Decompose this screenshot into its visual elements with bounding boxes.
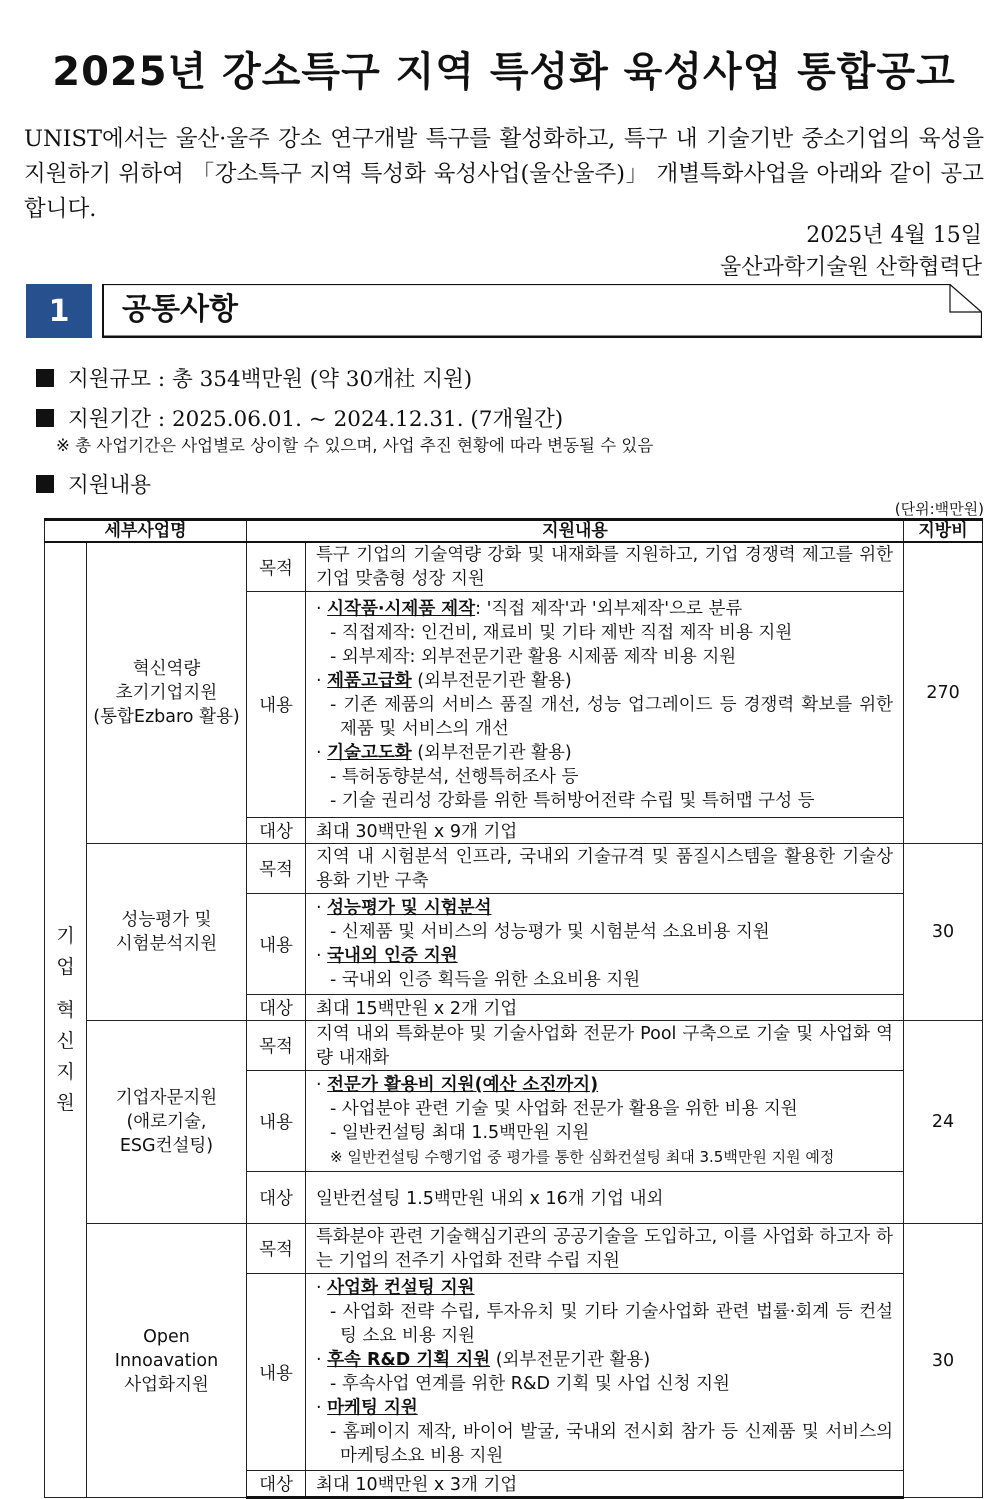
target-label: 대상 — [247, 1471, 306, 1498]
content-label: 내용 — [247, 592, 306, 818]
content-item: · 전문가 활용비 지원(예산 소진까지) — [316, 1075, 599, 1095]
table-header-row — [45, 520, 983, 543]
content-label: 내용 — [247, 1274, 306, 1471]
document-title: 2025년 강소특구 지역 특성화 육성사업 통합공고 — [52, 49, 956, 95]
content-item: · 시작품·시제품 제작: '직접 제작'과 '외부제작'으로 분류 — [316, 598, 743, 619]
content-item: · 제품고급화 (외부전문기관 활용) — [316, 670, 572, 691]
table-row — [45, 542, 983, 592]
purpose-label: 목적 — [247, 1021, 306, 1071]
announcement-date: 2025년 4월 15일 — [806, 223, 982, 248]
target-text: 최대 10백만원 x 3개 기업 — [306, 1471, 904, 1498]
content-subitem: - 기존 제품의 서비스 품질 개선, 성능 업그레이드 등 경쟁력 확보를 위한 제품 및 서비스의 개선 — [330, 694, 894, 739]
bullet-content — [36, 468, 151, 499]
content-item: · 사업화 컨설팅 지원 — [316, 1278, 475, 1298]
purpose-text: 특구 기업의 기술역량 강화 및 내재화를 지원하고, 기업 경쟁력 제고를 위한 기업 맞춤형 성장 지원 — [306, 542, 904, 592]
square-bullet-icon — [36, 475, 54, 493]
program-name-line: Open — [143, 1326, 190, 1347]
program-name-line: Innoavation — [114, 1350, 219, 1371]
content-subitem: - 사업분야 관련 기술 및 사업화 전문가 활용을 위한 비용 지원 — [330, 1099, 798, 1119]
section-title: 공통사항 — [122, 292, 238, 327]
content-subitem: - 사업화 전략 수립, 투자유치 및 기타 기술사업화 관련 법률·회계 등 컨설팅 소요 비용 지원 — [330, 1302, 894, 1346]
content-text — [306, 1274, 904, 1471]
content-item: · 후속 R&D 기획 지원 (외부전문기관 활용) — [316, 1350, 651, 1370]
category-char: 원 — [56, 1092, 75, 1114]
target-text: 최대 30백만원 x 9개 기업 — [306, 818, 904, 844]
content-note: ※ 일반컨설팅 수행기업 중 평가를 통한 심화컨설팅 최대 3.5백만원 지원 예정 — [330, 1148, 835, 1166]
budget-value: 30 — [904, 844, 983, 1021]
content-text — [306, 1071, 904, 1172]
content-label: 내용 — [247, 894, 306, 995]
bullet-text: 지원규모 : 총 354백만원 (약 30개社 지원) — [68, 367, 473, 392]
header-program-name: 세부사업명 — [45, 520, 247, 543]
category-char: 업 — [56, 956, 75, 978]
content-subitem: - 홈페이지 제작, 바이어 발굴, 국내외 전시회 참가 등 신제품 및 서비스의 마케팅소요 비용 지원 — [330, 1422, 894, 1466]
purpose-label: 목적 — [247, 542, 306, 592]
target-label: 대상 — [247, 1172, 306, 1224]
content-item: · 마케팅 지원 — [316, 1398, 418, 1418]
program-name-line: 시험분석지원 — [115, 934, 218, 954]
bullet-text: 지원내용 — [68, 473, 152, 498]
period-note: ※ 총 사업기간은 사업별로 상이할 수 있으며, 사업 추진 현황에 따라 변동될 수 있음 — [56, 436, 654, 455]
program-name-line: (통합Ezbaro 활용) — [93, 707, 240, 727]
target-text: 최대 15백만원 x 2개 기업 — [306, 995, 904, 1021]
category-char: 기 — [56, 925, 75, 947]
category-cell — [45, 542, 87, 1498]
target-text: 일반컨설팅 1.5백만원 내외 x 16개 기업 내외 — [306, 1172, 904, 1224]
category-char: 신 — [56, 1030, 75, 1052]
content-item: · 기술고도화 (외부전문기관 활용) — [316, 742, 572, 763]
bullet-scale — [36, 362, 472, 393]
square-bullet-icon — [36, 369, 54, 387]
intro-paragraph: UNIST에서는 울산·울주 강소 연구개발 특구를 활성화하고, 특구 내 기술기반 중소기업의 육성을 지원하기 위하여 「강소특구 지역 특성화 육성사업(울산울주)」 개별특화사업을 아래와 같이 공고합니다. — [24, 126, 984, 222]
program-name-cell — [87, 1224, 247, 1498]
purpose-text: 특화분야 관련 기술핵심기관의 공공기술을 도입하고, 이를 사업화 하고자 하는 기업의 전주기 사업화 전략 수립 지원 — [306, 1224, 904, 1274]
content-subitem: - 후속사업 연계를 위한 R&D 기획 및 사업 신청 지원 — [330, 1374, 730, 1394]
section-number: 1 — [26, 284, 92, 338]
content-subitem: - 직접제작: 인건비, 재료비 및 기타 제반 직접 제작 비용 지원 — [330, 622, 793, 643]
organization-name: 울산과학기술원 산학협력단 — [719, 255, 982, 280]
bullet-period — [36, 402, 563, 433]
category-char: 혁 — [56, 999, 75, 1021]
program-name-line: 성능평가 및 — [121, 910, 212, 930]
program-name-line: (애로기술, — [126, 1112, 207, 1132]
program-name-line: ESG컨설팅) — [119, 1136, 214, 1156]
target-label: 대상 — [247, 818, 306, 844]
budget-value: 24 — [904, 1021, 983, 1224]
category-char: 지 — [56, 1061, 75, 1083]
program-name-line: 혁신역량 — [132, 659, 201, 679]
program-name-cell — [87, 542, 247, 844]
support-table — [44, 518, 983, 1499]
content-subitem: - 국내외 인증 획득을 위한 소요비용 지원 — [330, 970, 641, 990]
program-name-line: 초기기업지원 — [115, 683, 218, 703]
purpose-text: 지역 내 시험분석 인프라, 국내외 기술규격 및 품질시스템을 활용한 기술상용화 기반 구축 — [306, 844, 904, 894]
content-subitem: - 일반컨설팅 최대 1.5백만원 지원 — [330, 1123, 590, 1143]
content-item: · 성능평가 및 시험분석 — [316, 898, 492, 918]
content-text — [306, 592, 904, 818]
content-subitem: - 특허동향분석, 선행특허조사 등 — [330, 766, 579, 787]
content-text — [306, 894, 904, 995]
header-support-content: 지원내용 — [247, 520, 904, 543]
content-subitem: - 신제품 및 서비스의 성능평가 및 시험분석 소요비용 지원 — [330, 922, 770, 942]
bullet-text: 지원기간 : 2025.06.01. ~ 2024.12.31. (7개월간) — [68, 407, 564, 432]
content-subitem: - 기술 권리성 강화를 위한 특허방어전략 수립 및 특허맵 구성 등 — [330, 790, 815, 811]
header-budget: 지방비 — [904, 520, 983, 543]
content-subitem: - 외부제작: 외부전문기관 활용 시제품 제작 비용 지원 — [330, 646, 737, 667]
table-row — [45, 1021, 983, 1071]
unit-label: (단위:백만원) — [894, 500, 984, 518]
table-row — [45, 1224, 983, 1274]
program-name-line: 기업자문지원 — [115, 1088, 218, 1108]
program-name-cell — [87, 1021, 247, 1224]
budget-value: 30 — [904, 1224, 983, 1498]
program-name-line: 사업화지원 — [124, 1374, 209, 1395]
square-bullet-icon — [36, 409, 54, 427]
target-label: 대상 — [247, 995, 306, 1021]
budget-value: 270 — [904, 542, 983, 844]
purpose-text: 지역 내외 특화분야 및 기술사업화 전문가 Pool 구축으로 기술 및 사업화 역량 내재화 — [306, 1021, 904, 1071]
content-label: 내용 — [247, 1071, 306, 1172]
content-item: · 국내외 인증 지원 — [316, 946, 458, 966]
purpose-label: 목적 — [247, 1224, 306, 1274]
program-name-cell — [87, 844, 247, 1021]
purpose-label: 목적 — [247, 844, 306, 894]
table-row — [45, 844, 983, 894]
